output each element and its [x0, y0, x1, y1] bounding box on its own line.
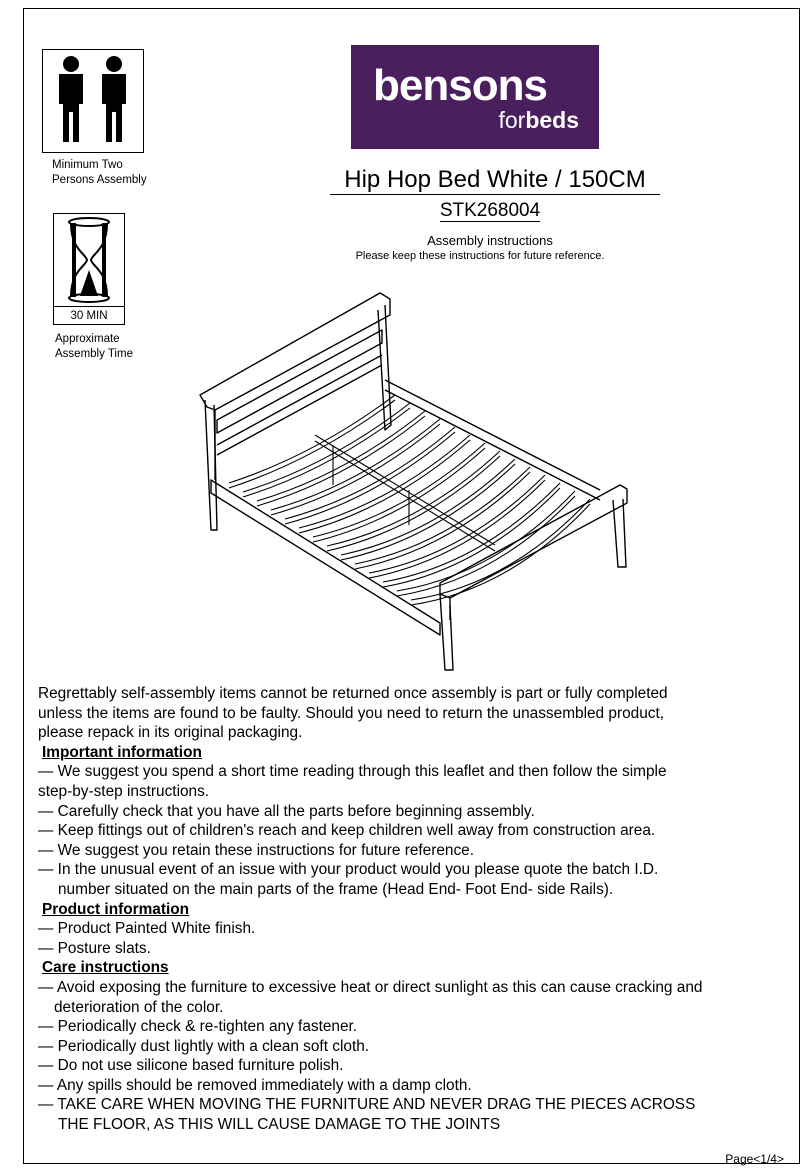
intro-line: unless the items are found to be faulty. Should you need to return the unassembled product,: [38, 704, 664, 722]
two-persons-icon: [42, 49, 144, 153]
bensons-logo: bensons forbeds: [351, 45, 599, 149]
important-line: — We suggest you retain these instructions for future reference.: [38, 841, 475, 859]
important-line: step-by-step instructions.: [38, 782, 210, 800]
care-line: — Any spills should be removed immediately with a damp cloth.: [38, 1076, 472, 1094]
important-line: — Carefully check that you have all the parts before beginning assembly.: [38, 802, 535, 820]
time-caption: Approximate Assembly Time: [55, 333, 133, 360]
care-line: deterioration of the color.: [54, 998, 224, 1016]
intro-line: Regrettably self-assembly items cannot be returned once assembly is part or fully completed: [38, 685, 668, 702]
assembly-subtitle: Assembly instructions: [427, 233, 553, 248]
page-title: Hip Hop Bed White / 150CM: [330, 166, 660, 195]
time-badge: 30 MIN: [54, 306, 124, 325]
important-line: — We suggest you spend a short time reading through this leaflet and then follow the simple: [38, 763, 667, 781]
care-line: — Periodically dust lightly with a clean soft cloth.: [38, 1037, 370, 1055]
bed-illustration: [195, 285, 635, 675]
important-heading: Important information: [42, 743, 202, 761]
important-line: — Keep fittings out of children's reach and keep children well away from construction area.: [38, 822, 656, 840]
care-line: THE FLOOR, AS THIS WILL CAUSE DAMAGE TO THE JOINTS: [58, 1116, 501, 1134]
page-number: Page<1/4>: [725, 1152, 784, 1166]
intro-line: please repack in its original packaging.: [38, 724, 303, 742]
product-line: — Posture slats.: [38, 939, 151, 957]
persons-caption: Minimum Two Persons Assembly: [52, 159, 147, 186]
product-heading: Product information: [42, 900, 190, 918]
instructions-body: [38, 684, 778, 1135]
hourglass-icon: [53, 213, 125, 325]
care-heading: Care instructions: [42, 959, 169, 977]
care-line: — Avoid exposing the furniture to excessive heat or direct sunlight as this can cause cracking and: [38, 978, 703, 996]
product-code: STK268004: [439, 200, 541, 221]
important-line: — In the unusual event of an issue with your product would you please quote the batch I.D.: [38, 861, 659, 879]
product-line: — Product Painted White finish.: [38, 920, 256, 938]
care-line: — Do not use silicone based furniture polish.: [38, 1057, 344, 1075]
care-line: — TAKE CARE WHEN MOVING THE FURNITURE AND NEVER DRAG THE PIECES ACROSS: [38, 1096, 696, 1114]
important-line: number situated on the main parts of the frame (Head End- Foot End- side Rails).: [58, 880, 614, 898]
keep-note: Please keep these instructions for future reference.: [355, 250, 605, 262]
care-line: — Periodically check & re-tighten any fastener.: [38, 1018, 358, 1036]
